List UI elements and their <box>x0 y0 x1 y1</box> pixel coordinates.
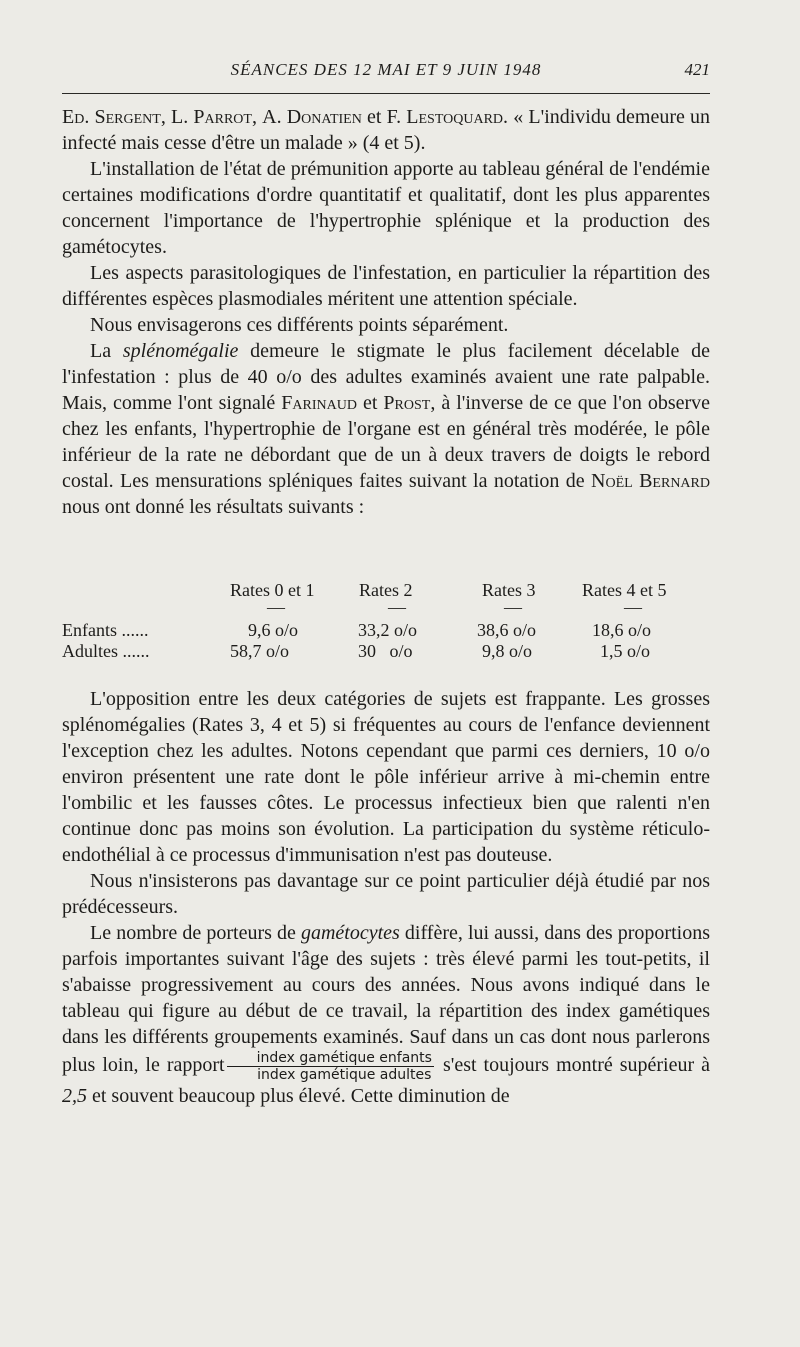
italic-term: splénomégalie <box>122 340 239 362</box>
italic-number: 2,5 <box>62 1085 87 1107</box>
conjunction: et <box>356 392 384 414</box>
table-cell: 33,2 o/o <box>358 620 418 640</box>
text-run: demeure le stigmate le plus facilement décelable de l'infestation : plus de 40 o/o des adultes examinés avaient une rate palpable. Mais, comme l'ont signalé <box>62 340 711 414</box>
author-name: L. Parrot <box>171 106 252 128</box>
text-block-top <box>62 104 710 520</box>
fraction-denominator: index gamétique adultes <box>257 1067 432 1083</box>
table-cell: 9,8 o/o <box>482 641 533 661</box>
italic-term: gamétocytes <box>300 922 400 944</box>
running-header <box>62 60 710 90</box>
author-name: Prost <box>383 392 431 414</box>
ratio-fraction <box>227 1050 434 1083</box>
table-cell: 58,7 o/o <box>230 641 290 661</box>
text-run: diffère, lui aussi, dans des proportions parfois importantes suivant l'âge des sujets : très élevé parmi les tout-petits, il s'abaisse progressivement au cours des années. Nous avons indiqué dans le tableau qui figure au début de ce travail, la répartition des index gamétiques dans les différents groupements examinés. Sauf dans un cas dont nous parlerons plus loin, le rapport <box>62 922 710 1077</box>
table-cell: 30 o/o <box>358 641 413 661</box>
table-cell: 9,6 o/o <box>248 620 299 640</box>
text-run: La <box>90 340 123 362</box>
row-label: Enfants ...... <box>62 620 149 640</box>
col-dash: — <box>504 597 522 617</box>
table-cell: 18,6 o/o <box>592 620 652 640</box>
text-run: , à l'inverse de ce que l'on observe chez les enfants, l'hypertrophie de l'organe est en général très modérée, le pôle inférieur de la rate ne débordant que de un à deux travers de doigts le rebord costal. Les mensurations spléniques faites suivant la notation de <box>62 392 711 492</box>
table-cell: 1,5 o/o <box>600 641 651 661</box>
separator: , <box>251 106 263 128</box>
paragraph-splenomegaly <box>62 338 710 520</box>
text-run: Le nombre de porteurs de <box>90 922 301 944</box>
col-dash: — <box>267 597 285 617</box>
col-dash: — <box>388 597 406 617</box>
spleen-table <box>62 575 710 675</box>
author-name: Ed. Sergent <box>62 106 161 128</box>
author-name: F. Lestoquard <box>386 106 504 128</box>
paragraph-parasitology: Les aspects parasitologiques de l'infestation, en particulier la répartition des différentes espèces plasmodiales méritent une attention spéciale. <box>62 262 710 310</box>
separator: , <box>160 106 171 128</box>
header-title: SÉANCES DES 12 MAI ET 9 JUIN 1948 <box>230 60 542 79</box>
paragraph-authors <box>62 104 710 156</box>
col-header: Rates 4 et 5 <box>582 580 667 600</box>
paragraph-separately: Nous envisagerons ces différents points séparément. <box>90 314 509 336</box>
header-rule <box>62 93 710 94</box>
paragraph-insist: Nous n'insisterons pas davantage sur ce point particulier déjà étudié par nos prédécesseurs. <box>62 870 710 918</box>
paragraph-premunition: L'installation de l'état de prémunition apporte au tableau général de l'endémie certaines modifications d'ordre quantitatif et qualitatif, dont les plus apparentes concernent l'importance de l'hypertrophie splénique et la production des gamétocytes. <box>62 158 710 258</box>
quote-text: . « L'individu demeure un infecté mais cesse d'être un malade » (4 et 5). <box>62 106 711 154</box>
col-header: Rates 3 <box>482 580 536 600</box>
text-run: et souvent beaucoup plus élevé. Cette diminution de <box>87 1085 510 1107</box>
col-dash: — <box>624 597 642 617</box>
paragraph-opposition: L'opposition entre les deux catégories de sujets est frappante. Les grosses splénomégalies (Rates 3, 4 et 5) si fréquentes au cours de l'enfance deviennent l'exception chez les adultes. Notons cependant que parmi ces derniers, 10 o/o environ présentent une rate dont le pôle inférieur arrive à mi-chemin entre l'ombilic et les fausses côtes. Le processus infectieux bien que ralenti n'en continue donc pas moins son évolution. La participation du système réticulo-endothélial à ce processus d'immunisation n'est pas douteuse. <box>62 688 710 866</box>
paragraph-gametocytes <box>62 920 710 1109</box>
col-header: Rates 0 et 1 <box>230 580 315 600</box>
text-run: s'est toujours montré supérieur à <box>435 1054 711 1077</box>
author-name: Noël Bernard <box>591 470 710 492</box>
row-label: Adultes ...... <box>62 641 150 661</box>
conjunction: et <box>361 106 387 128</box>
fraction-numerator: index gamétique enfants <box>227 1050 434 1067</box>
author-name: Farinaud <box>281 392 357 414</box>
col-header: Rates 2 <box>359 580 413 600</box>
author-name: A. Donatien <box>262 106 362 128</box>
table-cell: 38,6 o/o <box>477 620 537 640</box>
text-run: nous ont donné les résultats suivants : <box>62 496 365 518</box>
text-block-bottom <box>62 686 710 1109</box>
page-number: 421 <box>684 60 710 79</box>
